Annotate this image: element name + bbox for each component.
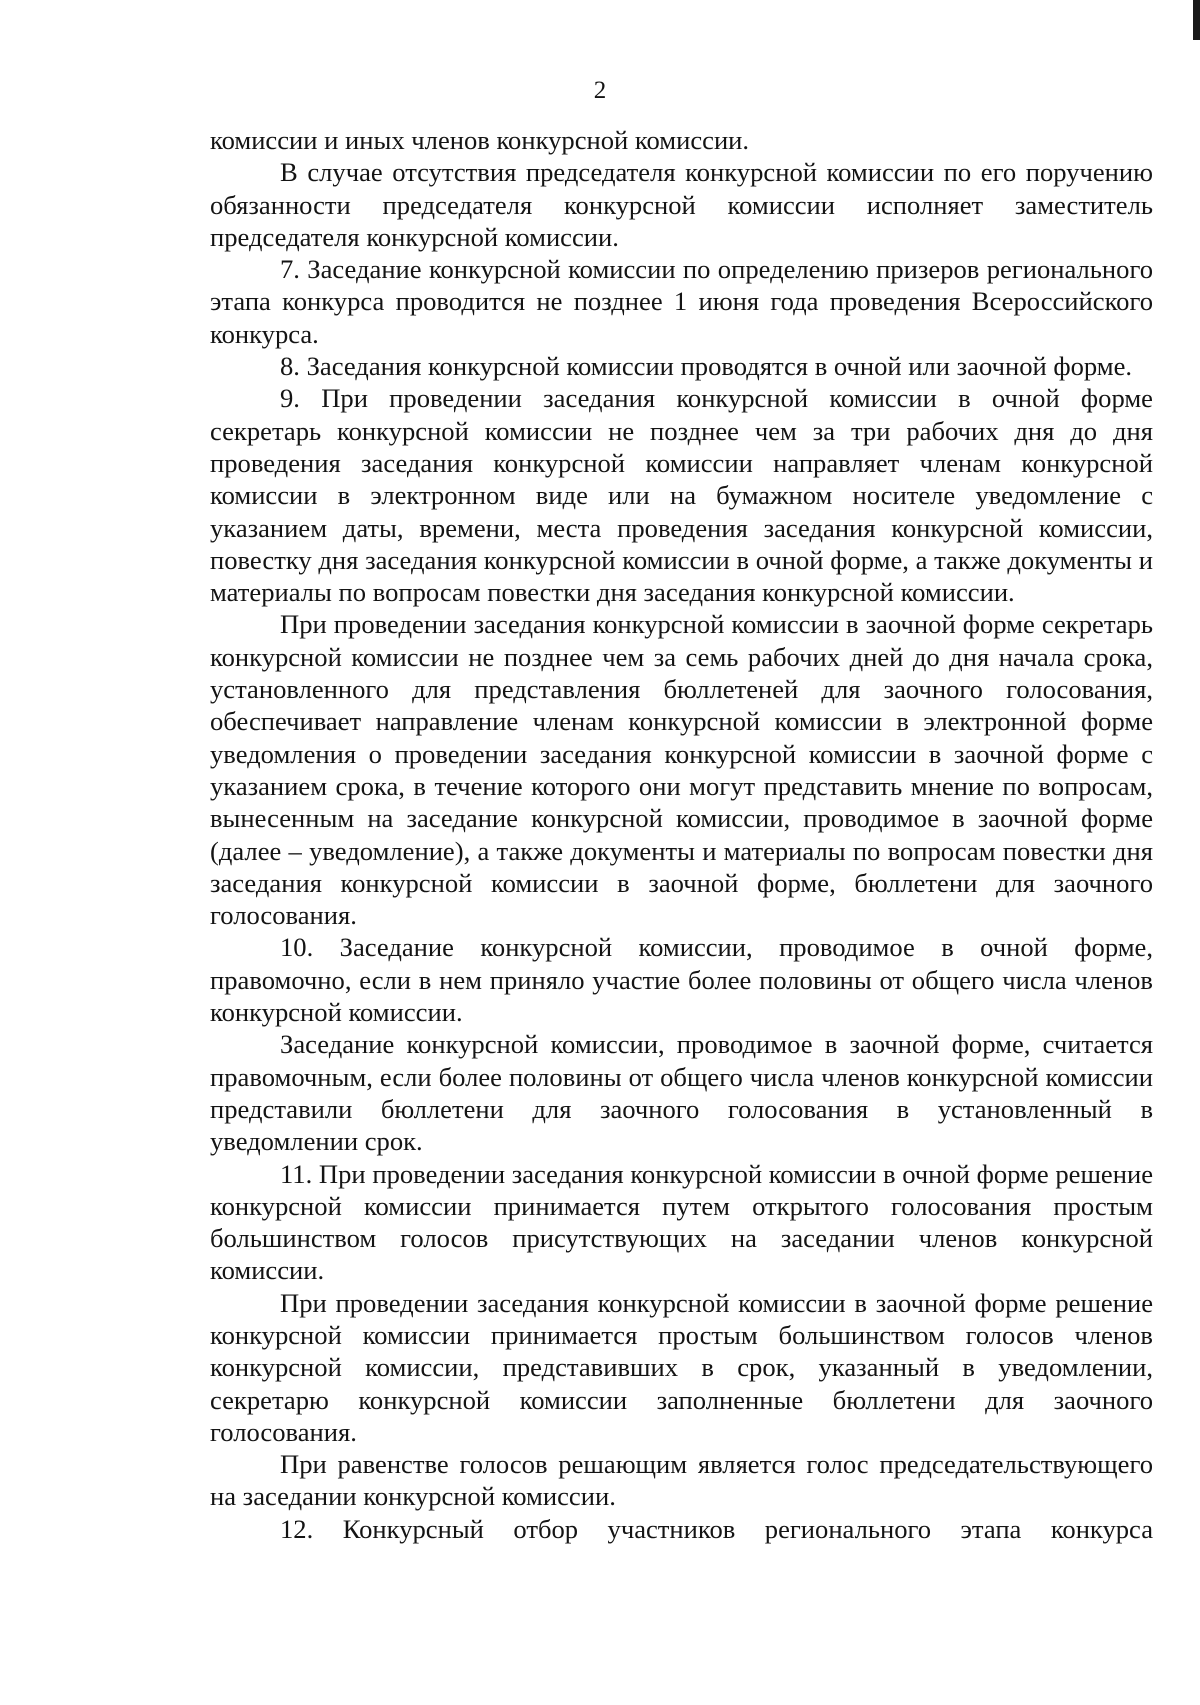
- paragraph-item-9-absentee: При проведении заседания конкурсной комиссии в заочной форме секретарь конкурсной комиссии не позднее чем за семь рабочих дней до дня начала срока, установленного для представления бюллетеней для заочного голосования, обеспечивает направление членам конкурсной комиссии в электронной форме уведомления о проведении заседания конкурсной комиссии в заочной форме с указанием срока, в течение которого они могут представить мнение по вопросам, вынесенным на заседание конкурсной комиссии, проводимое в заочной форме (далее – уведомление), а также документы и материалы по вопросам повестки дня заседания конкурсной комиссии в заочной форме, бюллетени для заочного голосования.: [210, 609, 1153, 931]
- paragraph-item-12: 12. Конкурсный отбор участников регионального этапа конкурса: [280, 1513, 1153, 1544]
- page-number: 2: [593, 77, 607, 104]
- paragraph-item-11-tie: При равенстве голосов решающим является голос председательствующего на заседании конкурсной комиссии.: [210, 1449, 1153, 1512]
- paragraph-continuation: комиссии и иных членов конкурсной комиссии.: [210, 125, 750, 155]
- paragraph-item-9: 9. При проведении заседания конкурсной комиссии в очной форме секретарь конкурсной комиссии не позднее чем за три рабочих дня до дня проведения заседания конкурсной комиссии направляет членам конкурсной комиссии в электронном виде или на бумажном носителе уведомление с указанием даты, времени, места проведения заседания конкурсной комиссии, повестку дня заседания конкурсной комиссии в очной форме, а также документы и материалы по вопросам повестки дня заседания конкурсной комиссии.: [210, 383, 1153, 608]
- paragraph-item-7: 7. Заседание конкурсной комиссии по определению призеров регионального этапа конкурса проводится не позднее 1 июня года проведения Всероссийского конкурса.: [210, 254, 1153, 349]
- scan-edge-mark: [1193, 0, 1200, 40]
- paragraph-item-10-absentee: Заседание конкурсной комиссии, проводимое в заочной форме, считается правомочным, если более половины от общего числа членов конкурсной комиссии представили бюллетени для заочного голосования в установленный в уведомлении срок.: [210, 1029, 1153, 1157]
- paragraph-item-10: 10. Заседание конкурсной комиссии, проводимое в очной форме, правомочно, если в нем приняло участие более половины от общего числа членов конкурсной комиссии.: [210, 932, 1153, 1028]
- document-body: [210, 124, 1153, 1545]
- paragraph-chair-absence: В случае отсутствия председателя конкурсной комиссии по его поручению обязанности председателя конкурсной комиссии исполняет заместитель председателя конкурсной комиссии.: [210, 157, 1153, 252]
- paragraph-item-11-absentee: При проведении заседания конкурсной комиссии в заочной форме решение конкурсной комиссии принимается простым большинством голосов членов конкурсной комиссии, представивших в срок, указанный в уведомлении, секретарю конкурсной комиссии заполненные бюллетени для заочного голосования.: [210, 1287, 1153, 1447]
- paragraph-item-8: 8. Заседания конкурсной комиссии проводятся в очной или заочной форме.: [280, 351, 1133, 382]
- paragraph-item-11: 11. При проведении заседания конкурсной комиссии в очной форме решение конкурсной комиссии принимается путем открытого голосования простым большинством голосов присутствующих на заседании членов конкурсной комиссии.: [210, 1158, 1153, 1286]
